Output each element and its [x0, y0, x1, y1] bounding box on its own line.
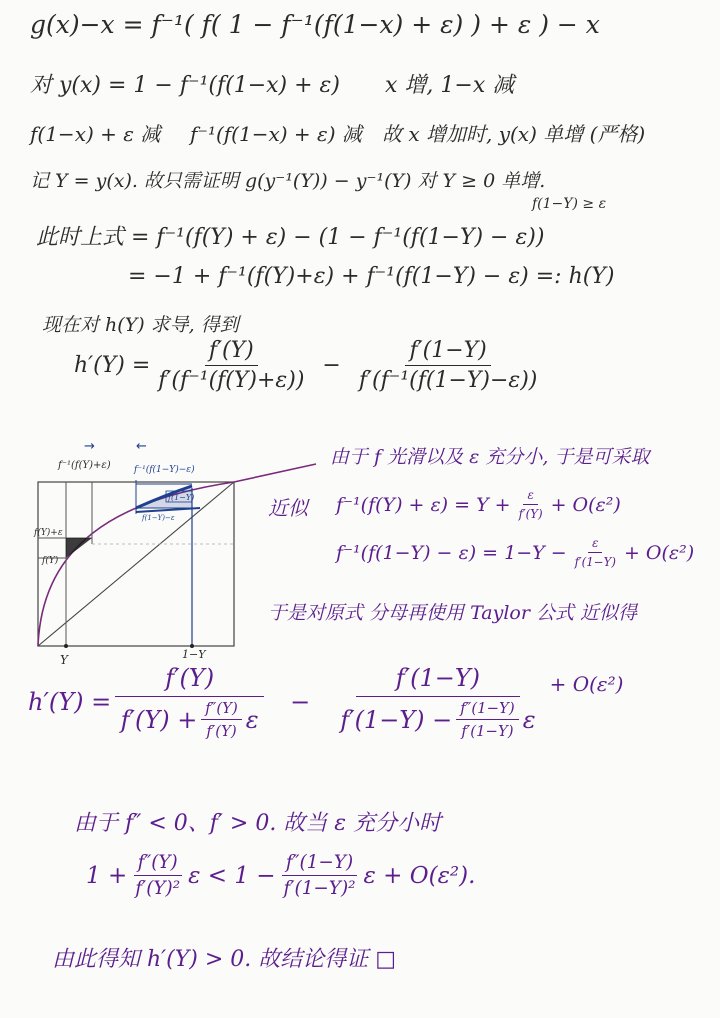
approx-fraction-1-numerator: f′(Y) [115, 664, 264, 697]
fraction-term-2-numerator: f′(1−Y) [405, 338, 490, 366]
equation-expression: 此时上式 = f⁻¹(f(Y) + ε) − (1 − f⁻¹(f(1−Y) − ε)) [36, 225, 545, 250]
note-strict-increase: 故 x 增加时, y(x) 单增 (严格) [382, 122, 646, 146]
note-reduce-goal: 记 Y = y(x). 故只需证明 g(y⁻¹(Y)) − y⁻¹(Y) 对 Y ≥ 0 单增. [30, 170, 546, 192]
thick-base-segment [136, 508, 200, 512]
h-prime-approx-lhs: h′(Y) = [28, 688, 112, 716]
note-approximation-label: 近似 [268, 496, 308, 520]
inequality-fraction-1-numerator: f″(Y) [134, 852, 182, 876]
equation-y-definition: 对 y(x) = 1 − f⁻¹(f(1−x) + ε) [30, 73, 340, 98]
fraction-term-2 [355, 338, 542, 393]
approx-den1-denominator: f′(Y) [206, 722, 237, 740]
label-axis-y: Y [60, 653, 68, 667]
approx-minus-sign: − [290, 688, 311, 716]
note-taylor: 于是对原式 分母再使用 Taylor 公式 近似得 [268, 602, 638, 624]
approx-den1-eps: ε [245, 705, 259, 734]
note-decrease-2: f⁻¹(f(1−x) + ε) 减 [190, 122, 362, 146]
approximation-2-tail: + O(ε²) [623, 541, 695, 564]
fraction-term-1-numerator: f′(Y) [205, 338, 258, 366]
approximation-2-lhs: f⁻¹(f(1−Y) − ε) = 1−Y − [336, 541, 567, 564]
inequality-fraction-2-denominator: f′(1−Y)² [283, 878, 356, 899]
approx-den2-head: f′(1−Y) − [340, 705, 453, 734]
approx-fraction-2-denominator [336, 697, 539, 740]
approx-fraction-2-numerator: f′(1−Y) [356, 664, 520, 697]
h-prime-lhs: h′(Y) = [74, 353, 151, 378]
approx-den1-head: f′(Y) + [120, 705, 198, 734]
inequality-fraction-1-denominator: f′(Y)² [135, 878, 181, 899]
approximation-1 [336, 488, 621, 521]
inequality-fraction-2 [280, 852, 360, 899]
approx-den2-fraction [456, 699, 518, 740]
note-derivative: 现在对 h(Y) 求导, 得到 [42, 314, 239, 336]
approx-den2-eps: ε [522, 705, 536, 734]
approximation-1-fraction [515, 488, 547, 521]
function-diagram [24, 436, 324, 668]
label-inverse-f1y-eps: f⁻¹(f(1−Y)−ε) [134, 465, 195, 475]
approximation-2-fraction [571, 536, 620, 569]
label-axis-1-y: 1−Y [182, 648, 206, 661]
approx-den1-numerator: f″(Y) [201, 699, 242, 720]
fraction-term-1-denominator: f′(f⁻¹(f(Y)+ε)) [158, 368, 305, 393]
equation-h-prime-approx [28, 664, 623, 740]
approx-fraction-1-denominator [117, 697, 263, 740]
inequality-middle: ε < 1 − [188, 862, 276, 889]
fraction-term-2-denominator: f′(f⁻¹(f(1−Y)−ε)) [358, 368, 538, 393]
fraction-term-1 [154, 338, 308, 393]
arrow-right: → [84, 439, 95, 454]
label-f1y-box: f(1−Y) [168, 493, 195, 502]
inequality-fraction-2-numerator: f″(1−Y) [282, 852, 357, 876]
label-inverse-fy-eps: f⁻¹(f(Y)+ε) [58, 460, 111, 471]
label-f1y-minus-eps: f(1−Y)−ε [142, 514, 175, 522]
approx-den2-denominator: f′(1−Y) [461, 722, 514, 740]
inequality-left-head: 1 + [86, 862, 128, 889]
approx-fraction-1 [115, 664, 264, 740]
inequality [86, 852, 475, 899]
approx-den1-fraction [201, 699, 242, 740]
equation-h-derivative [74, 338, 545, 393]
approximation-2-numerator: ε [588, 536, 602, 553]
approximation-2 [336, 536, 694, 569]
approx-tail: + O(ε²) [549, 672, 624, 696]
approximation-1-lhs: f⁻¹(f(Y) + ε) = Y + [336, 493, 511, 516]
point-y [64, 644, 68, 648]
arrow-left: ← [136, 439, 147, 454]
minus-sign: − [322, 353, 341, 378]
label-fy: f(Y) [42, 556, 59, 566]
approximation-1-tail: + O(ε²) [550, 493, 621, 516]
note-concavity: 由于 f″ < 0、f′ > 0. 故当 ε 充分小时 [74, 811, 442, 836]
approx-den2-numerator: f″(1−Y) [456, 699, 518, 720]
label-fy-eps: f(Y)+ε [34, 528, 63, 538]
approx-fraction-2 [336, 664, 539, 740]
note-smoothness: 由于 f 光滑以及 ε 充分小, 于是可采取 [330, 446, 650, 468]
note-condition: f(1−Y) ≥ ε [532, 196, 607, 212]
equation-g-definition: g(x)−x = f⁻¹( f( 1 − f⁻¹(f(1−x) + ε) ) + ε ) − x [30, 10, 600, 39]
note-x-increase: x 增, 1−x 减 [385, 73, 515, 98]
inequality-fraction-1 [131, 852, 184, 899]
conclusion: 由此得知 h′(Y) > 0. 故结论得证 □ [52, 947, 397, 972]
approximation-1-numerator: ε [523, 488, 537, 505]
approximation-2-denominator: f′(1−Y) [574, 555, 616, 569]
equation-h-definition: = −1 + f⁻¹(f(Y)+ε) + f⁻¹(f(1−Y) − ε) =: h(Y) [128, 264, 615, 289]
note-decrease-1: f(1−x) + ε 减 [30, 122, 161, 146]
approximation-1-denominator: f′(Y) [518, 507, 543, 521]
inequality-tail: ε + O(ε²). [363, 862, 476, 889]
